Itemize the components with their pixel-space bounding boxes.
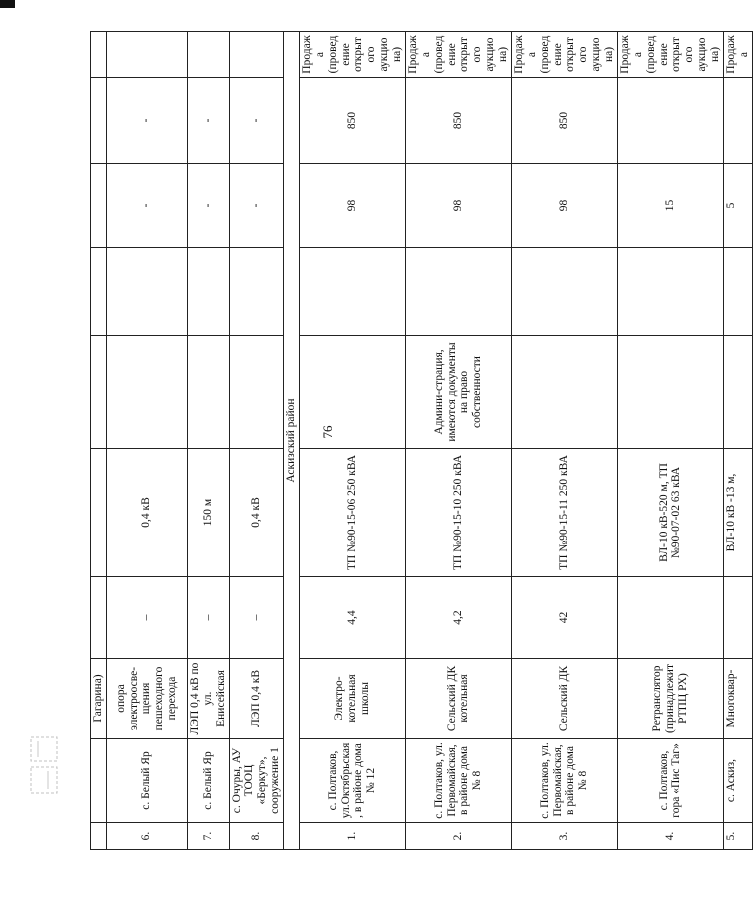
cell-characteristic: 0,4 кВ xyxy=(229,449,284,577)
cell-c8: - xyxy=(187,164,229,248)
cell-location: с. Полтаков, ул. Первомайская, в районе дома № 8 xyxy=(405,739,511,823)
cell-characteristic: ТП №90-15-06 250 кВА xyxy=(299,449,405,577)
cell-method: Продажа (проведение открытого аукциона) xyxy=(299,32,405,78)
cell-c7 xyxy=(617,248,723,336)
cell-area: 4,2 xyxy=(405,577,511,659)
page-number: 76 xyxy=(320,425,335,439)
table-row xyxy=(91,32,107,850)
cell-object: ЛЭП 0,4 кВ xyxy=(229,659,284,739)
cell-doc xyxy=(299,336,405,449)
cell-doc xyxy=(511,336,617,449)
cell-c8: - xyxy=(229,164,284,248)
cell-object: Электро-котельная школы xyxy=(299,659,405,739)
cell-characteristic: ТП №90-15-10 250 кВА xyxy=(405,449,511,577)
cell-doc xyxy=(106,336,187,449)
faint-stamp-icon xyxy=(28,733,62,799)
cell-c8: 98 xyxy=(511,164,617,248)
cell-c8: - xyxy=(106,164,187,248)
table-row xyxy=(405,32,511,850)
cell-c7 xyxy=(405,248,511,336)
cell-num: 1. xyxy=(299,823,405,850)
cell-object: Гагарина) xyxy=(91,659,107,739)
cell-num: 6. xyxy=(106,823,187,850)
table-row xyxy=(106,32,187,850)
cell-location: с. Аскиз, xyxy=(723,739,752,823)
section-title: Аскизский район xyxy=(284,32,300,850)
section-row xyxy=(284,32,300,850)
cell-characteristic: ВЛ-10 кВ-520 м, ТП №90-07-02 63 кВА xyxy=(617,449,723,577)
cell-location: с. Очуры, АУ ТООЦ «Беркут», сооружение 1 xyxy=(229,739,284,823)
cell-c8: 98 xyxy=(405,164,511,248)
cell-num: 7. xyxy=(187,823,229,850)
cell-object: опора электроосве-щения пешеходного перехода xyxy=(106,659,187,739)
cell-method xyxy=(106,32,187,78)
table-row xyxy=(511,32,617,850)
cell-area: – xyxy=(106,577,187,659)
cell-area: – xyxy=(229,577,284,659)
cell-c7 xyxy=(187,248,229,336)
cell-area xyxy=(617,577,723,659)
corner-mark xyxy=(0,0,15,8)
rotated-table-frame xyxy=(90,32,750,850)
cell-c8: 5 xyxy=(723,164,752,248)
cell-area: – xyxy=(187,577,229,659)
cell-doc xyxy=(187,336,229,449)
cell-c9: - xyxy=(187,78,229,164)
cell-c7 xyxy=(106,248,187,336)
cell-object: ЛЭП 0,4 кВ по ул. Енисейская xyxy=(187,659,229,739)
cell-c9: - xyxy=(229,78,284,164)
cell-characteristic: ВЛ-10 кВ -13 м, xyxy=(723,449,752,577)
cell-method: Продажа xyxy=(723,32,752,78)
cell-doc xyxy=(617,336,723,449)
cell-location: с. Полтаков, гора «Пис Таг» xyxy=(617,739,723,823)
cell-method xyxy=(229,32,284,78)
property-table xyxy=(90,31,753,850)
cell-characteristic: 150 м xyxy=(187,449,229,577)
cell-characteristic: 0,4 кВ xyxy=(106,449,187,577)
cell-doc xyxy=(723,336,752,449)
cell-c9: 850 xyxy=(299,78,405,164)
cell-method: Продажа (проведение открытого аукциона) xyxy=(405,32,511,78)
cell-num: 2. xyxy=(405,823,511,850)
cell-num: 4. xyxy=(617,823,723,850)
cell-characteristic: ТП №90-15-11 250 кВА xyxy=(511,449,617,577)
cell-c9: 850 xyxy=(511,78,617,164)
cell-method xyxy=(187,32,229,78)
cell-num: 8. xyxy=(229,823,284,850)
cell-c8: 15 xyxy=(617,164,723,248)
cell-doc xyxy=(229,336,284,449)
table-row xyxy=(723,32,752,850)
cell-c7 xyxy=(299,248,405,336)
cell-c7 xyxy=(723,248,752,336)
cell-method: Продажа (проведение открытого аукциона) xyxy=(511,32,617,78)
table-row xyxy=(617,32,723,850)
table-row xyxy=(187,32,229,850)
cell-num: 3. xyxy=(511,823,617,850)
cell-object: Ретранслятор (принадлежит РТПЦ РХ) xyxy=(617,659,723,739)
cell-c9 xyxy=(723,78,752,164)
cell-object: Сельский ДК xyxy=(511,659,617,739)
cell-c7 xyxy=(511,248,617,336)
cell-c8: 98 xyxy=(299,164,405,248)
cell-location: с. Полтаков, ул.Октябрьская, в районе дома № 12 xyxy=(299,739,405,823)
table-row xyxy=(299,32,405,850)
cell-location: с. Белый Яр xyxy=(106,739,187,823)
cell-c9 xyxy=(617,78,723,164)
cell-c7 xyxy=(229,248,284,336)
cell-method: Продажа (проведение открытого аукциона) xyxy=(617,32,723,78)
cell-location: с. Полтаков, ул. Первомайская, в районе дома № 8 xyxy=(511,739,617,823)
cell-object: Сельский ДК котельная xyxy=(405,659,511,739)
cell-object: Многоквар- xyxy=(723,659,752,739)
cell-area xyxy=(723,577,752,659)
cell-location: с. Белый Яр xyxy=(187,739,229,823)
cell-c9: 850 xyxy=(405,78,511,164)
cell-doc: Админи-страция, имеются документы на право собственности xyxy=(405,336,511,449)
cell-area: 42 xyxy=(511,577,617,659)
cell-area: 4,4 xyxy=(299,577,405,659)
table-row xyxy=(229,32,284,850)
cell-c9: - xyxy=(106,78,187,164)
cell-num: 5. xyxy=(723,823,752,850)
